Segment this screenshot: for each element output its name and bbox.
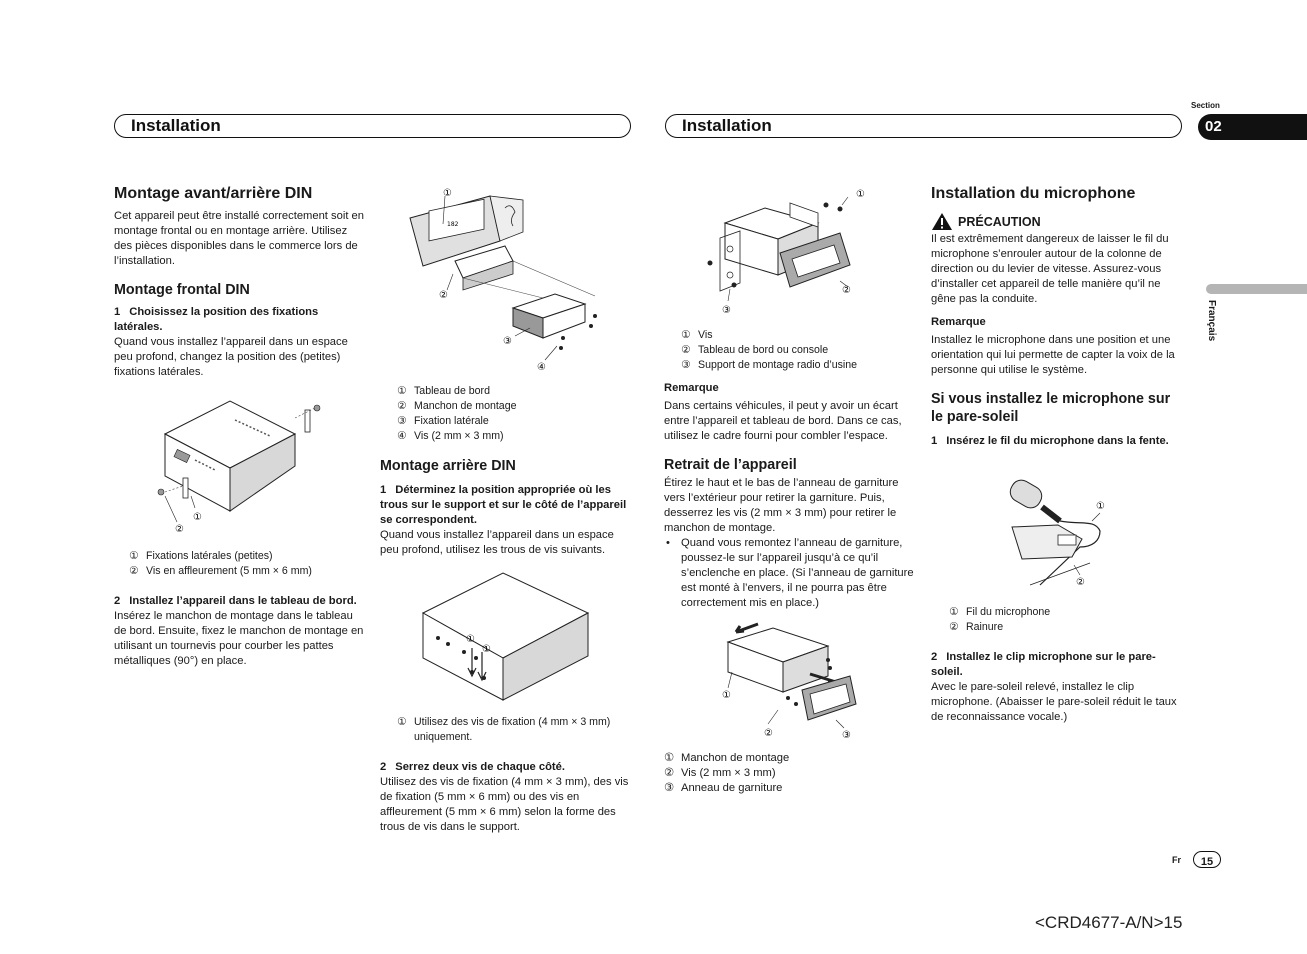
step-number: 2 — [114, 595, 121, 607]
legend-item — [949, 620, 1179, 635]
legend-number: ② — [949, 621, 959, 633]
caution-heading — [931, 214, 1183, 232]
removal-diagram — [718, 620, 868, 745]
legend-item — [397, 715, 637, 745]
callout-3: ③ — [842, 730, 851, 741]
frontal-step-1-text: Quand vous installez l’appareil dans un espace peu profond, changez la position des (petites) fixations latérales. — [114, 336, 348, 378]
page-number-badge — [1193, 851, 1221, 868]
callout-2: ② — [1076, 577, 1085, 588]
rear-step-2 — [380, 760, 631, 775]
left-header-bar — [114, 114, 631, 138]
frontal-legend — [129, 549, 369, 579]
legend-text: Anneau de garniture — [681, 782, 783, 794]
factory-bracket-diagram — [700, 183, 880, 318]
callout-1: ① — [193, 512, 202, 523]
callout-1: ① — [856, 189, 865, 200]
legend-number: ③ — [397, 415, 407, 427]
rear-step-2-text: Utilisez des vis de fixation (4 mm × 3 mm), des vis de fixation (5 mm × 6 mm) ou des vis en affleurement (5 mm × 6 mm) selon la forme des trous de vis dans le support. — [380, 776, 629, 833]
callout-2: ② — [175, 524, 184, 535]
rear-din-block — [380, 457, 631, 558]
frontal-step-2 — [114, 594, 365, 609]
rear-din-diagram — [418, 568, 598, 708]
legend-text: Fixations latérales (petites) — [146, 550, 273, 562]
column-3-text — [664, 381, 916, 611]
dashboard-code-label: 182 — [447, 221, 459, 228]
legend-number: ② — [664, 767, 675, 779]
legend-item — [681, 358, 921, 373]
legend-text: Manchon de montage — [414, 400, 517, 412]
mic-step-1 — [931, 434, 1183, 449]
rear-step-2-block — [380, 760, 631, 835]
mic-step-2-block — [931, 650, 1183, 725]
rear-step-1-text: Quand vous installez l’appareil dans un espace peu profond, utilisez les trous de vis suivants. — [380, 529, 614, 556]
callout-4: ④ — [537, 362, 546, 372]
mic-step-2 — [931, 650, 1183, 680]
removal-bullet: • Quand vous remontez l’anneau de garniture, poussez-le sur l’appareil jusqu’à ce qu’il s’enclenche en place. (Si l’anneau de garniture est monté à l’envers, il ne pourra pas être correctement mis en place.) — [666, 537, 914, 609]
callout-1a: ① — [466, 634, 475, 645]
legend-text: Fixation latérale — [414, 415, 489, 427]
mic-step-2-text: Avec le pare-soleil relevé, installez le clip microphone. (Abaisser le pare-soleil réduit le taux de reconnaissance vocale.) — [931, 681, 1177, 723]
language-tab-label: Français — [1206, 300, 1217, 342]
warning-icon — [931, 212, 953, 231]
legend-text: Vis (2 mm × 3 mm) — [414, 430, 504, 442]
microphone-legend — [949, 605, 1179, 635]
dashboard-mounting-diagram — [405, 186, 605, 372]
dashboard-legend — [397, 384, 637, 444]
legend-item — [397, 414, 637, 429]
caution-text: Il est extrêmement dangereux de laisser le fil du microphone s’enrouler autour de la colonne de direction ou du levier de vitesse. Assurez-vous d’installer cet appareil de telle manière qu’il ne gêne pas la conduite. — [931, 233, 1169, 305]
legend-number: ① — [397, 716, 407, 728]
legend-item — [681, 328, 921, 343]
legend-item — [681, 343, 921, 358]
legend-item — [664, 781, 904, 796]
step-number: 2 — [380, 761, 387, 773]
frontal-din-title: Montage frontal DIN — [114, 282, 250, 298]
document-code: <CRD4677-A/N>15 — [1035, 913, 1183, 932]
legend-item — [397, 384, 637, 399]
removal-legend — [664, 751, 904, 796]
montage-din-intro: Cet appareil peut être installé correctement soit en montage frontal ou en montage arrière. Utilisez des pièces disponibles dans le commerce lors de l’installation. — [114, 210, 364, 267]
legend-item — [397, 399, 637, 414]
legend-number: ③ — [681, 359, 691, 371]
frontal-step-2-block — [114, 594, 365, 669]
remark-text: Dans certains véhicules, il peut y avoir un écart entre l’appareil et tableau de bord. Dans ce cas, utilisez le cadre fourni pour combler l’espace. — [664, 400, 902, 442]
legend-number: ① — [664, 752, 675, 764]
factory-bracket-legend — [681, 328, 921, 373]
step-title: Déterminez la position appropriée où les trous sur le support et sur le côté de l’appareil se correspondent. — [380, 484, 627, 526]
legend-number: ④ — [397, 430, 407, 442]
legend-item — [664, 751, 904, 766]
legend-number: ② — [129, 565, 139, 577]
legend-number: ① — [129, 550, 139, 562]
rear-legend — [397, 715, 637, 745]
step-number: 1 — [931, 435, 938, 447]
legend-text: Vis (2 mm × 3 mm) — [681, 767, 776, 779]
step-number: 1 — [114, 306, 121, 318]
step-title: Serrez deux vis de chaque côté. — [395, 761, 565, 773]
legend-text: Vis en affleurement (5 mm × 6 mm) — [146, 565, 312, 577]
callout-2: ② — [842, 285, 851, 296]
legend-item — [129, 549, 369, 564]
legend-number: ② — [681, 344, 691, 356]
right-header-bar — [665, 114, 1182, 138]
callout-1: ① — [1096, 501, 1105, 512]
callout-2: ② — [439, 290, 448, 301]
column-4 — [931, 184, 1183, 449]
legend-number: ③ — [664, 782, 675, 794]
legend-number: ① — [681, 329, 691, 341]
legend-text: Support de montage radio d’usine — [698, 359, 858, 371]
column-1 — [114, 184, 365, 380]
section-number: 02 — [1205, 118, 1222, 135]
microphone-title: Installation du microphone — [931, 185, 1136, 202]
legend-item — [949, 605, 1179, 620]
removal-text: Étirez le haut et le bas de l’anneau de garniture vers l’extérieur pour retirer la garniture. Puis, desserrez les vis (2 mm × 3 mm) pour retirer le manchon de montage. — [664, 477, 899, 534]
legend-number: ② — [397, 400, 407, 412]
legend-text: Fil du microphone — [966, 606, 1051, 618]
remark-text: Installez le microphone dans une position et une orientation qui lui permette de capter la voix de la personne qui utilise le système. — [931, 334, 1175, 376]
remark-label: Remarque — [664, 382, 719, 394]
legend-text: Vis — [698, 329, 713, 341]
callout-1: ① — [722, 690, 731, 701]
frontal-din-diagram — [155, 396, 325, 536]
footer-lang-code: Fr — [1172, 855, 1181, 865]
legend-item — [397, 429, 637, 444]
step-number: 2 — [931, 651, 938, 663]
callout-1: ① — [443, 188, 452, 199]
remark-label: Remarque — [931, 316, 986, 328]
legend-text: Tableau de bord — [414, 385, 490, 397]
legend-text: Tableau de bord ou console — [698, 344, 829, 356]
rear-din-title: Montage arrière DIN — [380, 458, 516, 474]
right-header-title: Installation — [682, 116, 772, 135]
step-title: Installez le clip microphone sur le pare-soleil. — [931, 651, 1156, 678]
legend-item — [664, 766, 904, 781]
montage-din-title: Montage avant/arrière DIN — [114, 185, 313, 202]
section-number-tab — [1198, 114, 1307, 140]
step-title: Insérez le fil du microphone dans la fente. — [946, 435, 1169, 447]
section-label: Section — [1191, 101, 1220, 110]
frontal-step-2-text: Insérez le manchon de montage dans le tableau de bord. Ensuite, fixez le manchon de montage en utilisant un tournevis pour courber les pattes métalliques (90°) en place. — [114, 610, 364, 667]
step-title: Installez l’appareil dans le tableau de bord. — [129, 595, 357, 607]
callout-3: ③ — [503, 336, 512, 347]
step-title: Choisissez la position des fixations latérales. — [114, 306, 319, 333]
legend-item — [129, 564, 369, 579]
callout-3: ③ — [722, 305, 731, 316]
caution-label: PRÉCAUTION — [958, 215, 1041, 229]
callout-1b: ① — [482, 644, 491, 655]
language-tab-bar — [1206, 284, 1307, 294]
page-number: 15 — [1200, 856, 1214, 868]
legend-text: Utilisez des vis de fixation (4 mm × 3 mm) uniquement. — [414, 716, 611, 743]
microphone-clip-diagram — [1000, 475, 1120, 595]
bullet-text: Quand vous remontez l’anneau de garniture, poussez-le sur l’appareil jusqu’à ce qu’il s’enclenche en place. (Si l’anneau de garniture est monté à l’envers, il ne pourra pas être correctement mis en place.) — [681, 537, 914, 609]
legend-number: ① — [397, 385, 407, 397]
left-header-title: Installation — [131, 116, 221, 135]
sunvisor-title: Si vous installez le microphone sur le pare-soleil — [931, 391, 1171, 425]
rear-step-1 — [380, 483, 631, 528]
step-number: 1 — [380, 484, 387, 496]
legend-text: Rainure — [966, 621, 1004, 633]
removal-title: Retrait de l’appareil — [664, 457, 797, 473]
legend-number: ① — [949, 606, 959, 618]
legend-text: Manchon de montage — [681, 752, 790, 764]
frontal-step-1 — [114, 305, 365, 335]
callout-2: ② — [764, 728, 773, 739]
